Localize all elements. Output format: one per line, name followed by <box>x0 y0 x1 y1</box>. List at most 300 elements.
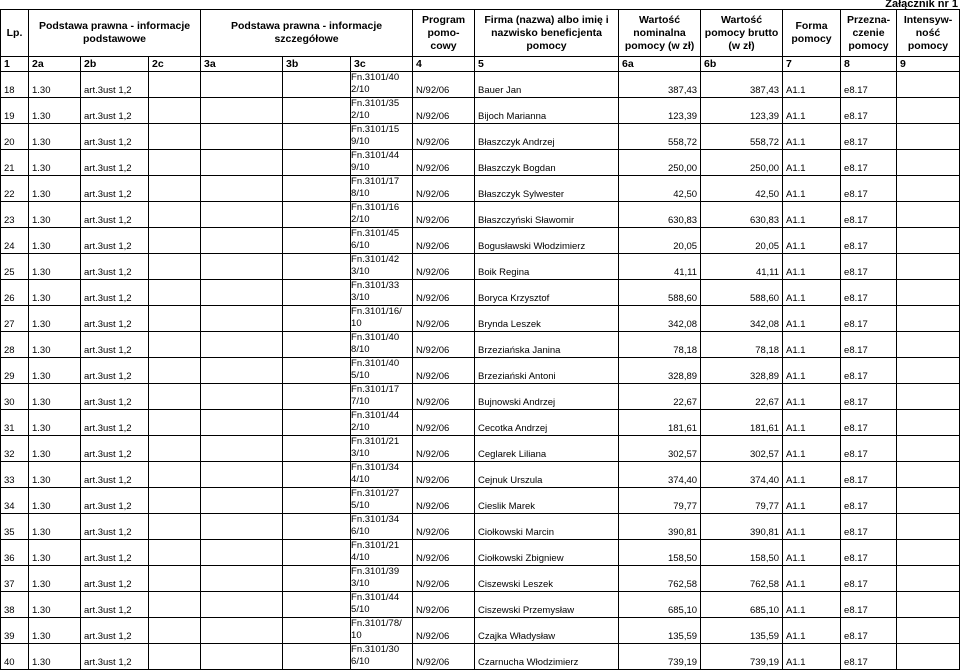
program-number-line1: Fn.3101/34 <box>351 462 400 473</box>
table-row <box>1 150 960 176</box>
cell-article: art.3ust 1,2 <box>81 358 149 384</box>
cell-empty <box>201 436 283 462</box>
cell-lp: 36 <box>1 540 29 566</box>
program-number-line1: Fn.3101/42 <box>351 254 400 265</box>
cell-empty <box>149 566 201 592</box>
program-number-line1: Fn.3101/27 <box>351 488 400 499</box>
cell-intensity <box>897 410 960 436</box>
program-number-line2: 6/10 <box>351 656 370 667</box>
cell-program <box>351 540 413 566</box>
program-number-line2: 8/10 <box>351 188 370 199</box>
cell-intensity <box>897 644 960 670</box>
cell-article: art.3ust 1,2 <box>81 254 149 280</box>
program-number-line2: 2/10 <box>351 110 370 121</box>
cell-gross-value: 762,58 <box>701 566 783 592</box>
cell-empty <box>149 124 201 150</box>
header-program: Program pomo-cowy <box>413 10 475 57</box>
cell-empty <box>283 618 351 644</box>
program-number-line2: 2/10 <box>351 84 370 95</box>
cell-empty <box>201 124 283 150</box>
cell-empty <box>149 358 201 384</box>
cell-purpose: e8.17 <box>841 228 897 254</box>
header-purpose: Przezna-czenie pomocy <box>841 10 897 57</box>
cell-gross-value: 685,10 <box>701 592 783 618</box>
cell-article: art.3ust 1,2 <box>81 384 149 410</box>
cell-program <box>351 150 413 176</box>
cell-lp: 34 <box>1 488 29 514</box>
program-number-line1: Fn.3101/35 <box>351 98 400 109</box>
cell-program-code: N/92/06 <box>413 98 475 124</box>
cell-nominal-value: 390,81 <box>619 514 701 540</box>
program-number-line2: 4/10 <box>351 474 370 485</box>
program-number-line1: Fn.3101/17 <box>351 384 400 395</box>
cell-program-code: N/92/06 <box>413 176 475 202</box>
cell-beneficiary: Boik Regina <box>475 254 619 280</box>
cell-program-code: N/92/06 <box>413 384 475 410</box>
cell-empty <box>283 566 351 592</box>
cell-lp: 29 <box>1 358 29 384</box>
program-number-line1: Fn.3101/30 <box>351 644 400 655</box>
cell-gross-value: 739,19 <box>701 644 783 670</box>
table-row <box>1 124 960 150</box>
cell-article: art.3ust 1,2 <box>81 644 149 670</box>
cell-purpose: e8.17 <box>841 254 897 280</box>
cell-purpose: e8.17 <box>841 176 897 202</box>
cell-empty <box>283 254 351 280</box>
cell-article: art.3ust 1,2 <box>81 332 149 358</box>
header-lp: Lp. <box>1 10 29 57</box>
cell-empty <box>283 98 351 124</box>
header-nominal-value: Wartość nominalna pomocy (w zł) <box>619 10 701 57</box>
cell-program-code: N/92/06 <box>413 566 475 592</box>
cell-program-code: N/92/06 <box>413 358 475 384</box>
header-detailed-legal: Podstawa prawna - informacje szczegółowe <box>201 10 413 57</box>
program-number-line2: 4/10 <box>351 552 370 563</box>
program-number-line2: 9/10 <box>351 136 370 147</box>
cell-lp: 31 <box>1 410 29 436</box>
cell-lp: 19 <box>1 98 29 124</box>
column-number: 4 <box>413 57 475 72</box>
cell-purpose: e8.17 <box>841 280 897 306</box>
cell-nominal-value: 79,77 <box>619 488 701 514</box>
cell-empty <box>149 254 201 280</box>
cell-basic-legal: 1.30 <box>29 124 81 150</box>
cell-empty <box>149 280 201 306</box>
cell-gross-value: 158,50 <box>701 540 783 566</box>
cell-program <box>351 228 413 254</box>
cell-basic-legal: 1.30 <box>29 566 81 592</box>
cell-program-code: N/92/06 <box>413 306 475 332</box>
cell-program <box>351 618 413 644</box>
cell-empty <box>283 150 351 176</box>
column-number-row <box>1 57 960 72</box>
cell-empty <box>201 566 283 592</box>
cell-empty <box>283 540 351 566</box>
cell-empty <box>149 462 201 488</box>
cell-lp: 27 <box>1 306 29 332</box>
cell-form: A1.1 <box>783 462 841 488</box>
cell-lp: 30 <box>1 384 29 410</box>
table-row <box>1 176 960 202</box>
cell-intensity <box>897 306 960 332</box>
cell-purpose: e8.17 <box>841 540 897 566</box>
cell-program-code: N/92/06 <box>413 124 475 150</box>
cell-gross-value: 558,72 <box>701 124 783 150</box>
cell-purpose: e8.17 <box>841 488 897 514</box>
header-intensity: Intensyw-ność pomocy <box>897 10 960 57</box>
program-number-line1: Fn.3101/44 <box>351 592 400 603</box>
table-row <box>1 228 960 254</box>
header-row <box>1 10 960 57</box>
column-number: 3a <box>201 57 283 72</box>
program-number-line2: 10 <box>351 630 362 641</box>
cell-nominal-value: 328,89 <box>619 358 701 384</box>
program-number-line2: 2/10 <box>351 422 370 433</box>
cell-beneficiary: Ciszewski Leszek <box>475 566 619 592</box>
cell-article: art.3ust 1,2 <box>81 488 149 514</box>
cell-program <box>351 306 413 332</box>
cell-gross-value: 42,50 <box>701 176 783 202</box>
program-number-line1: Fn.3101/44 <box>351 410 400 421</box>
cell-basic-legal: 1.30 <box>29 280 81 306</box>
table-row <box>1 462 960 488</box>
cell-article: art.3ust 1,2 <box>81 462 149 488</box>
cell-empty <box>149 618 201 644</box>
table-row <box>1 254 960 280</box>
annex-title: Załącznik nr 1 <box>885 0 958 10</box>
cell-purpose: e8.17 <box>841 566 897 592</box>
cell-purpose: e8.17 <box>841 332 897 358</box>
table-row <box>1 280 960 306</box>
cell-beneficiary: Cejnuk Urszula <box>475 462 619 488</box>
cell-form: A1.1 <box>783 228 841 254</box>
cell-lp: 38 <box>1 592 29 618</box>
program-number-line2: 3/10 <box>351 578 370 589</box>
cell-gross-value: 302,57 <box>701 436 783 462</box>
cell-empty <box>283 72 351 98</box>
cell-program-code: N/92/06 <box>413 488 475 514</box>
cell-purpose: e8.17 <box>841 306 897 332</box>
cell-empty <box>201 150 283 176</box>
cell-empty <box>201 202 283 228</box>
cell-empty <box>283 202 351 228</box>
cell-beneficiary: Czarnucha Włodzimierz <box>475 644 619 670</box>
cell-empty <box>201 306 283 332</box>
cell-article: art.3ust 1,2 <box>81 566 149 592</box>
cell-program <box>351 332 413 358</box>
cell-program-code: N/92/06 <box>413 540 475 566</box>
cell-basic-legal: 1.30 <box>29 410 81 436</box>
program-number-line1: Fn.3101/45 <box>351 228 400 239</box>
cell-empty <box>149 98 201 124</box>
cell-program <box>351 514 413 540</box>
program-number-line1: Fn.3101/78/ <box>351 618 402 629</box>
cell-empty <box>149 540 201 566</box>
cell-program-code: N/92/06 <box>413 254 475 280</box>
cell-nominal-value: 22,67 <box>619 384 701 410</box>
table-row <box>1 358 960 384</box>
cell-program <box>351 644 413 670</box>
cell-empty <box>201 618 283 644</box>
cell-lp: 33 <box>1 462 29 488</box>
column-number: 2c <box>149 57 201 72</box>
cell-nominal-value: 123,39 <box>619 98 701 124</box>
program-number-line1: Fn.3101/39 <box>351 566 400 577</box>
cell-purpose: e8.17 <box>841 592 897 618</box>
cell-basic-legal: 1.30 <box>29 358 81 384</box>
cell-article: art.3ust 1,2 <box>81 72 149 98</box>
cell-article: art.3ust 1,2 <box>81 514 149 540</box>
cell-intensity <box>897 72 960 98</box>
cell-program-code: N/92/06 <box>413 514 475 540</box>
cell-lp: 24 <box>1 228 29 254</box>
cell-beneficiary: Ciołkowski Zbigniew <box>475 540 619 566</box>
table-row <box>1 98 960 124</box>
cell-empty <box>201 540 283 566</box>
cell-purpose: e8.17 <box>841 150 897 176</box>
program-number-line2: 7/10 <box>351 396 370 407</box>
cell-beneficiary: Ciołkowski Marcin <box>475 514 619 540</box>
cell-purpose: e8.17 <box>841 384 897 410</box>
table-row <box>1 488 960 514</box>
program-number-line2: 6/10 <box>351 526 370 537</box>
cell-gross-value: 374,40 <box>701 462 783 488</box>
cell-form: A1.1 <box>783 332 841 358</box>
program-number-line2: 5/10 <box>351 500 370 511</box>
cell-beneficiary: Brzeziański Antoni <box>475 358 619 384</box>
cell-beneficiary: Bijoch Marianna <box>475 98 619 124</box>
cell-program <box>351 410 413 436</box>
cell-lp: 37 <box>1 566 29 592</box>
program-number-line1: Fn.3101/40 <box>351 72 400 83</box>
cell-beneficiary: Ciszewski Przemysław <box>475 592 619 618</box>
table-row <box>1 514 960 540</box>
cell-program <box>351 358 413 384</box>
cell-article: art.3ust 1,2 <box>81 176 149 202</box>
cell-gross-value: 390,81 <box>701 514 783 540</box>
table-row <box>1 202 960 228</box>
cell-beneficiary: Boryca Krzysztof <box>475 280 619 306</box>
cell-nominal-value: 135,59 <box>619 618 701 644</box>
cell-nominal-value: 302,57 <box>619 436 701 462</box>
cell-empty <box>283 306 351 332</box>
cell-program <box>351 488 413 514</box>
cell-article: art.3ust 1,2 <box>81 98 149 124</box>
cell-beneficiary: Błaszczyk Sylwester <box>475 176 619 202</box>
cell-empty <box>201 228 283 254</box>
cell-empty <box>149 644 201 670</box>
cell-basic-legal: 1.30 <box>29 72 81 98</box>
cell-article: art.3ust 1,2 <box>81 618 149 644</box>
cell-nominal-value: 342,08 <box>619 306 701 332</box>
cell-gross-value: 78,18 <box>701 332 783 358</box>
cell-lp: 20 <box>1 124 29 150</box>
cell-lp: 26 <box>1 280 29 306</box>
cell-program <box>351 592 413 618</box>
cell-nominal-value: 588,60 <box>619 280 701 306</box>
cell-form: A1.1 <box>783 410 841 436</box>
header-form: Forma pomocy <box>783 10 841 57</box>
cell-program <box>351 436 413 462</box>
cell-lp: 35 <box>1 514 29 540</box>
cell-empty <box>149 592 201 618</box>
cell-lp: 23 <box>1 202 29 228</box>
cell-empty <box>149 332 201 358</box>
cell-beneficiary: Brynda Leszek <box>475 306 619 332</box>
cell-empty <box>201 280 283 306</box>
cell-form: A1.1 <box>783 540 841 566</box>
column-number: 7 <box>783 57 841 72</box>
cell-nominal-value: 374,40 <box>619 462 701 488</box>
cell-program <box>351 202 413 228</box>
cell-form: A1.1 <box>783 358 841 384</box>
cell-basic-legal: 1.30 <box>29 618 81 644</box>
cell-lp: 32 <box>1 436 29 462</box>
program-number-line2: 3/10 <box>351 266 370 277</box>
program-number-line2: 10 <box>351 318 362 329</box>
cell-gross-value: 22,67 <box>701 384 783 410</box>
cell-purpose: e8.17 <box>841 358 897 384</box>
cell-empty <box>149 306 201 332</box>
cell-intensity <box>897 618 960 644</box>
cell-nominal-value: 630,83 <box>619 202 701 228</box>
cell-program <box>351 254 413 280</box>
cell-lp: 18 <box>1 72 29 98</box>
cell-empty <box>283 358 351 384</box>
cell-intensity <box>897 124 960 150</box>
cell-gross-value: 588,60 <box>701 280 783 306</box>
column-number: 8 <box>841 57 897 72</box>
cell-intensity <box>897 254 960 280</box>
table-row <box>1 540 960 566</box>
cell-form: A1.1 <box>783 72 841 98</box>
cell-form: A1.1 <box>783 306 841 332</box>
table-row <box>1 618 960 644</box>
cell-program <box>351 72 413 98</box>
cell-empty <box>201 72 283 98</box>
cell-article: art.3ust 1,2 <box>81 410 149 436</box>
cell-program-code: N/92/06 <box>413 150 475 176</box>
cell-gross-value: 79,77 <box>701 488 783 514</box>
program-number-line1: Fn.3101/16 <box>351 202 400 213</box>
cell-empty <box>149 514 201 540</box>
cell-program <box>351 384 413 410</box>
cell-intensity <box>897 176 960 202</box>
cell-basic-legal: 1.30 <box>29 384 81 410</box>
cell-empty <box>283 644 351 670</box>
cell-purpose: e8.17 <box>841 124 897 150</box>
cell-nominal-value: 158,50 <box>619 540 701 566</box>
cell-article: art.3ust 1,2 <box>81 436 149 462</box>
cell-beneficiary: Błaszczyk Andrzej <box>475 124 619 150</box>
cell-form: A1.1 <box>783 202 841 228</box>
cell-basic-legal: 1.30 <box>29 306 81 332</box>
cell-intensity <box>897 358 960 384</box>
cell-basic-legal: 1.30 <box>29 332 81 358</box>
cell-program-code: N/92/06 <box>413 644 475 670</box>
cell-nominal-value: 762,58 <box>619 566 701 592</box>
cell-form: A1.1 <box>783 124 841 150</box>
cell-basic-legal: 1.30 <box>29 514 81 540</box>
table-row <box>1 306 960 332</box>
cell-gross-value: 135,59 <box>701 618 783 644</box>
cell-nominal-value: 42,50 <box>619 176 701 202</box>
program-number-line1: Fn.3101/33 <box>351 280 400 291</box>
cell-purpose: e8.17 <box>841 436 897 462</box>
cell-article: art.3ust 1,2 <box>81 306 149 332</box>
program-number-line1: Fn.3101/40 <box>351 332 400 343</box>
cell-form: A1.1 <box>783 618 841 644</box>
cell-nominal-value: 685,10 <box>619 592 701 618</box>
cell-empty <box>283 436 351 462</box>
cell-empty <box>149 410 201 436</box>
cell-basic-legal: 1.30 <box>29 202 81 228</box>
program-number-line1: Fn.3101/21 <box>351 540 400 551</box>
cell-nominal-value: 558,72 <box>619 124 701 150</box>
column-number: 2a <box>29 57 81 72</box>
cell-nominal-value: 20,05 <box>619 228 701 254</box>
cell-empty <box>283 410 351 436</box>
cell-program-code: N/92/06 <box>413 618 475 644</box>
table-row <box>1 592 960 618</box>
cell-empty <box>201 384 283 410</box>
cell-empty <box>201 488 283 514</box>
cell-beneficiary: Cecotka Andrzej <box>475 410 619 436</box>
program-number-line1: Fn.3101/21 <box>351 436 400 447</box>
cell-program <box>351 280 413 306</box>
cell-article: art.3ust 1,2 <box>81 150 149 176</box>
cell-empty <box>283 228 351 254</box>
cell-empty <box>149 488 201 514</box>
cell-empty <box>283 176 351 202</box>
table-row <box>1 436 960 462</box>
cell-beneficiary: Błaszczyński Sławomir <box>475 202 619 228</box>
program-number-line2: 3/10 <box>351 292 370 303</box>
cell-empty <box>283 280 351 306</box>
program-number-line2: 5/10 <box>351 604 370 615</box>
cell-empty <box>201 176 283 202</box>
program-number-line2: 5/10 <box>351 370 370 381</box>
cell-gross-value: 181,61 <box>701 410 783 436</box>
cell-intensity <box>897 566 960 592</box>
cell-program <box>351 176 413 202</box>
program-number-line2: 8/10 <box>351 344 370 355</box>
cell-basic-legal: 1.30 <box>29 254 81 280</box>
cell-gross-value: 250,00 <box>701 150 783 176</box>
cell-beneficiary: Bauer Jan <box>475 72 619 98</box>
cell-form: A1.1 <box>783 176 841 202</box>
cell-purpose: e8.17 <box>841 98 897 124</box>
cell-gross-value: 328,89 <box>701 358 783 384</box>
cell-empty <box>283 332 351 358</box>
cell-empty <box>149 176 201 202</box>
cell-program-code: N/92/06 <box>413 592 475 618</box>
cell-empty <box>283 488 351 514</box>
cell-program-code: N/92/06 <box>413 280 475 306</box>
cell-intensity <box>897 384 960 410</box>
cell-empty <box>149 202 201 228</box>
cell-gross-value: 41,11 <box>701 254 783 280</box>
cell-intensity <box>897 332 960 358</box>
cell-lp: 21 <box>1 150 29 176</box>
cell-program-code: N/92/06 <box>413 72 475 98</box>
column-number: 6a <box>619 57 701 72</box>
cell-program-code: N/92/06 <box>413 202 475 228</box>
cell-form: A1.1 <box>783 280 841 306</box>
cell-form: A1.1 <box>783 254 841 280</box>
cell-article: art.3ust 1,2 <box>81 202 149 228</box>
cell-nominal-value: 387,43 <box>619 72 701 98</box>
